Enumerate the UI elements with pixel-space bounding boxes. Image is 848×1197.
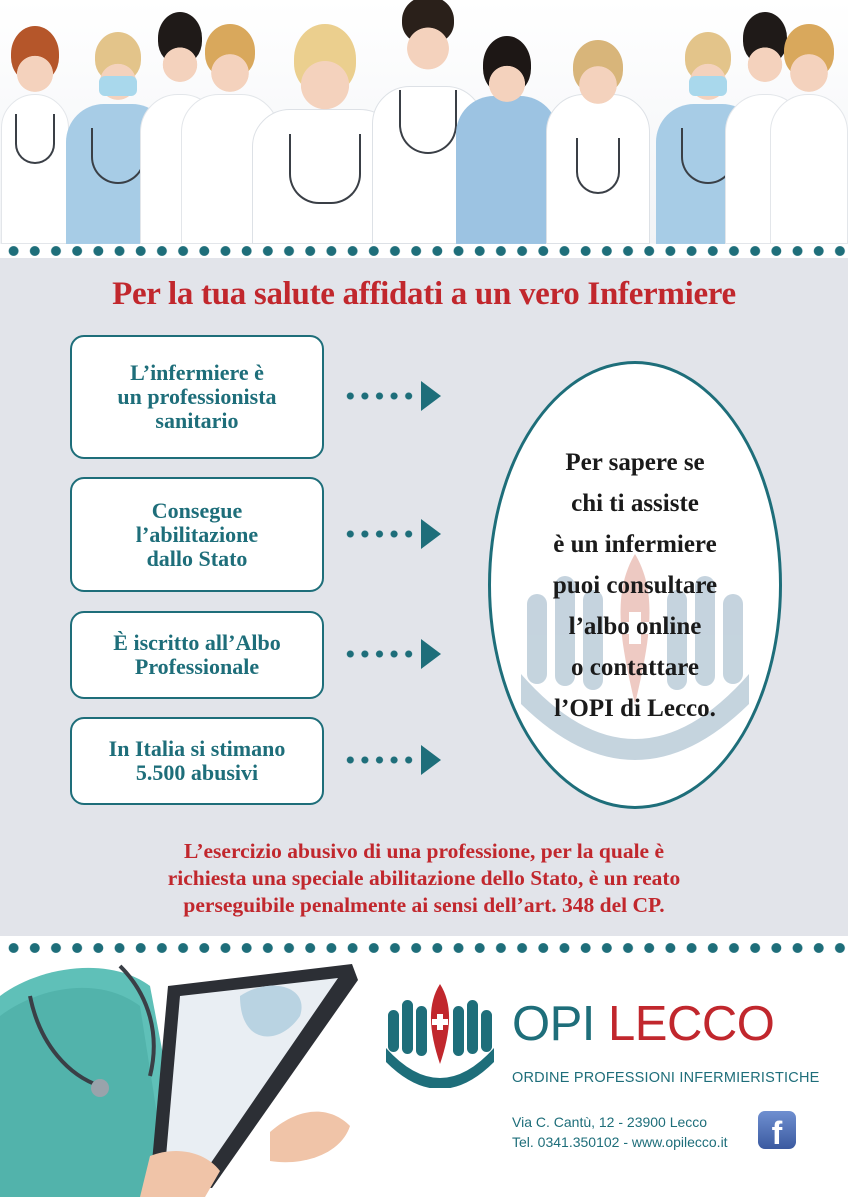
info-oval	[488, 361, 782, 809]
facebook-glyph: f	[771, 1115, 783, 1149]
brand-subtitle: ORDINE PROFESSIONI INFERMIERISTICHE	[512, 1070, 820, 1086]
dotted-arrow-icon	[343, 519, 443, 549]
person-figure	[0, 19, 70, 244]
brand-opi: OPI	[512, 997, 595, 1051]
dotted-arrow-icon	[343, 745, 443, 775]
info-box-register	[70, 611, 324, 699]
dotted-arrow-icon	[343, 639, 443, 669]
nurse-with-tablet-illustration	[0, 956, 370, 1197]
person-figure	[545, 32, 651, 244]
main-panel	[0, 258, 848, 936]
contact-address	[512, 1112, 728, 1152]
dotted-arrow-icon	[343, 381, 443, 411]
info-box-text: Consegue l’abilitazione dallo Stato	[135, 497, 259, 571]
oval-message: Per sapere se chi ti assiste è un infermiere puoi consultare l’albo online o contattare l’OPI di Lecco.	[552, 449, 718, 722]
info-box-professional	[70, 335, 324, 459]
info-box-qualification	[70, 477, 324, 592]
phone-website-line[interactable]: Tel. 0341.350102 - www.opilecco.it	[512, 1134, 728, 1150]
opi-lecco-logo-icon	[384, 984, 496, 1088]
brand-name	[512, 998, 774, 1050]
hero-photo-healthcare-staff	[0, 0, 848, 244]
info-box-abusers	[70, 717, 324, 805]
person-figure	[455, 32, 559, 244]
headline: Per la tua salute affidati a un vero Infermiere	[112, 276, 736, 312]
dotted-divider-bottom	[0, 942, 848, 954]
address-line: Via C. Cantù, 12 - 23900 Lecco	[512, 1114, 708, 1130]
brand-lecco: LECCO	[608, 997, 775, 1051]
info-box-text: In Italia si stimano 5.500 abusivi	[108, 736, 286, 785]
person-figure	[770, 22, 848, 244]
dotted-divider-top	[0, 245, 848, 257]
facebook-icon[interactable]	[758, 1111, 796, 1149]
info-box-text: L’infermiere è un professionista sanitario	[117, 360, 277, 433]
info-box-text: È iscritto all’Albo Professionale	[113, 630, 281, 679]
legal-warning: L’esercizio abusivo di una professione, per la quale è richiesta una speciale abilitazione dello Stato, è un reato perseguibile penalmente ai sensi dell’art. 348 del CP.	[167, 839, 681, 917]
footer	[0, 956, 848, 1197]
